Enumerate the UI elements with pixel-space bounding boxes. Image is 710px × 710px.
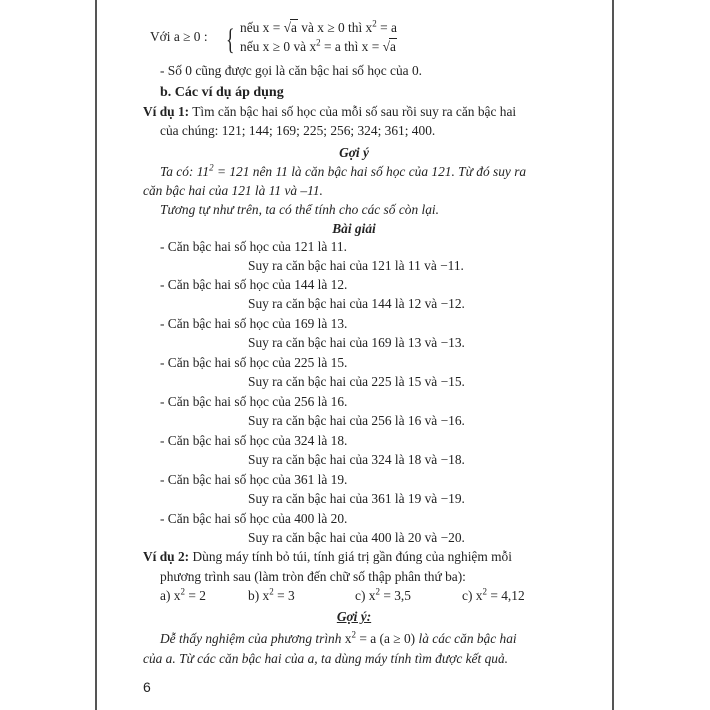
option-b: b) $x^2 = 3$ (248, 586, 295, 603)
definition-prefix: Với a ≥ 0 : (150, 29, 208, 44)
solution-line: - Căn bậc hai số học của 400 là 20. (160, 511, 348, 526)
hint-line-1: Ta có: $11^2 = 121$ nên 11 là căn bậc hai số học của 121. Từ đó suy ra (160, 162, 527, 179)
hint-2-title: Gợi ý: (336, 609, 372, 624)
hint-2-line-1: Dễ thấy nghiệm của phương trình $x^2 = a$ (a ≥ 0) là các căn bậc hai (160, 629, 517, 646)
solution-line: - Căn bậc hai số học của 169 là 13. (160, 316, 348, 331)
zero-note: - Số 0 cũng được gọi là căn bậc hai số học của 0. (160, 63, 422, 78)
solution-line: - Căn bậc hai số học của 324 là 18. (160, 433, 348, 448)
solution-line: Suy ra căn bậc hai của 324 là 18 và −18. (248, 452, 465, 467)
hint-line-2: căn bậc hai của 121 là 11 và –11. (143, 183, 323, 198)
definition-case-2: nếu x ≥ 0 và $x^2 = a$ thì x = √a (240, 37, 396, 54)
solution-line: Suy ra căn bậc hai của 121 là 11 và −11. (248, 258, 464, 273)
example-2-line-2: phương trình sau (làm tròn đến chữ số thập phân thứ ba): (160, 569, 466, 584)
solution-line: Suy ra căn bậc hai của 169 là 13 và −13. (248, 335, 465, 350)
left-border (95, 0, 97, 710)
hint-line-3: Tương tự như trên, ta có thể tính cho các số còn lại. (160, 202, 439, 217)
solution-line: Suy ra căn bậc hai của 256 là 16 và −16. (248, 413, 465, 428)
example-1-line-2: của chúng: 121; 144; 169; 225; 256; 324; 361; 400. (160, 123, 436, 138)
section-heading: b. Các ví dụ áp dụng (160, 85, 284, 100)
solution-line: Suy ra căn bậc hai của 400 là 20 và −20. (248, 530, 465, 545)
option-c: c) $x^2 = 3,5$ (355, 586, 411, 603)
solution-line: Suy ra căn bậc hai của 361 là 19 và −19. (248, 491, 465, 506)
hint-2-line-2: của a. Từ các căn bậc hai của a, ta dùng máy tính tìm được kết quả. (143, 651, 509, 666)
solution-line: - Căn bậc hai số học của 225 là 15. (160, 355, 348, 370)
solution-line: - Căn bậc hai số học của 361 là 19. (160, 472, 348, 487)
solution-line: Suy ra căn bậc hai của 144 là 12 và −12. (248, 296, 465, 311)
solution-line: - Căn bậc hai số học của 121 là 11. (160, 239, 347, 254)
brace: { (226, 23, 235, 56)
definition-case-1: nếu x = √a và x ≥ 0 thì $x^2 = a$ (240, 18, 397, 35)
example-1-line-1: Ví dụ 1: Tìm căn bậc hai số học của mỗi số sau rồi suy ra căn bậc hai (143, 104, 517, 119)
option-a: a) $x^2 = 2$ (160, 586, 206, 603)
solution-line: - Căn bậc hai số học của 256 là 16. (160, 394, 348, 409)
page-number: 6 (143, 679, 151, 695)
option-d: c) $x^2 = 4,12$ (462, 586, 525, 603)
solution-title: Bài giải (332, 221, 376, 236)
example-2-line-1: Ví dụ 2: Dùng máy tính bỏ túi, tính giá trị gần đúng của nghiệm mỗi (143, 549, 512, 564)
solution-line: - Căn bậc hai số học của 144 là 12. (160, 277, 348, 292)
right-border (612, 0, 614, 710)
solution-line: Suy ra căn bậc hai của 225 là 15 và −15. (248, 374, 465, 389)
hint-title: Gợi ý (339, 145, 369, 160)
